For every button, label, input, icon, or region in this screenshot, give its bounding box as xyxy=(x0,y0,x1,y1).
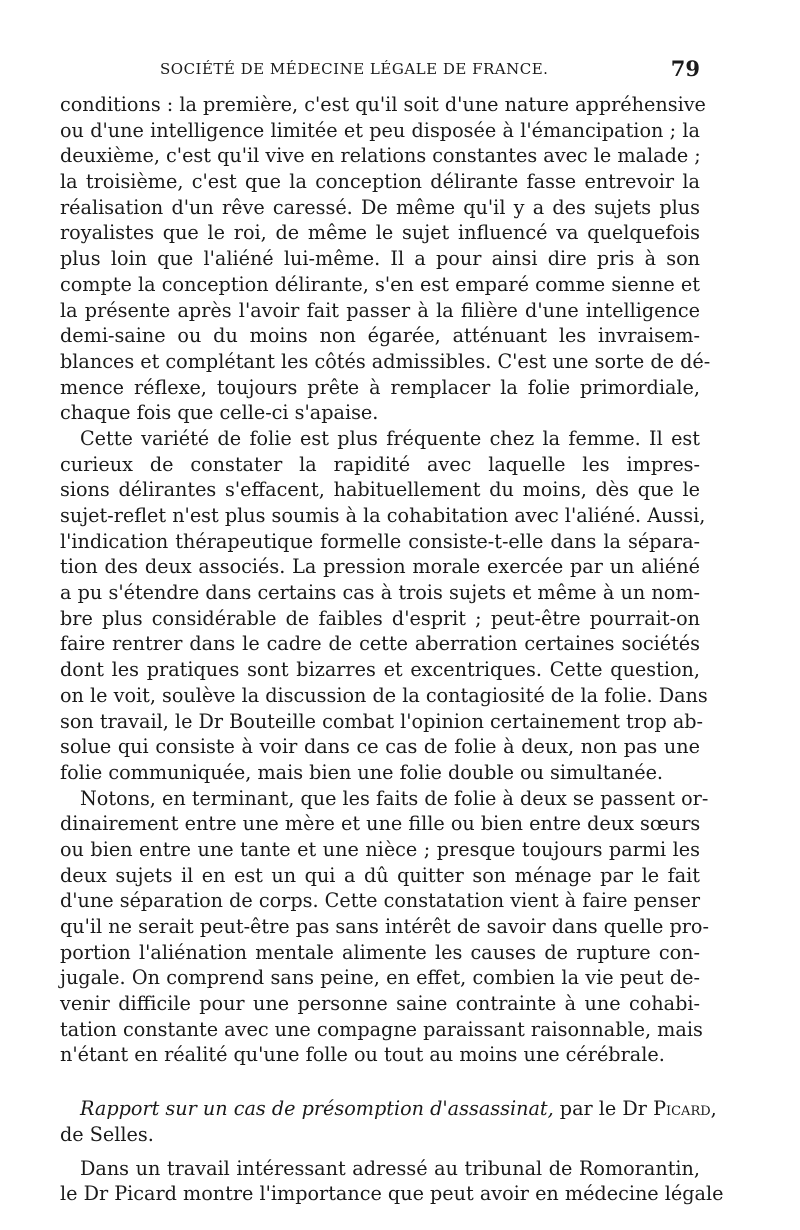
text-line: Dans un travail intéressant adressé au tribunal de Romorantin, xyxy=(80,1156,700,1180)
paragraph-2 xyxy=(60,426,708,786)
report-heading xyxy=(60,1096,717,1147)
text-line: son travail, le Dr Bouteille combat l'opinion certainement trop ab- xyxy=(60,709,704,733)
text-line: mence réflexe, toujours prête à remplacer la folie primordiale, xyxy=(60,375,700,399)
text-line: qu'il ne serait peut-être pas sans intérêt de savoir dans quelle pro- xyxy=(60,915,709,938)
report-author: Picard, xyxy=(653,1097,717,1121)
text-line: solue qui consiste à voir dans ce cas de folie à deux, non pas une xyxy=(60,735,700,759)
text-line: blances et complétant les côtés admissibles. C'est une sorte de dé- xyxy=(60,349,711,373)
text-line: dinairement entre une mère et une fille ou bien entre deux sœurs xyxy=(60,812,701,836)
section-gap xyxy=(60,1068,700,1096)
running-head xyxy=(60,56,700,86)
report-by: par le Dr xyxy=(553,1097,647,1121)
text-line: la présente après l'avoir fait passer à la filière d'une intelligence xyxy=(60,298,700,322)
text-line: Notons, en terminant, que les faits de folie à deux se passent or- xyxy=(80,786,709,810)
report-location: de Selles. xyxy=(60,1122,154,1146)
text-line: demi-saine ou du moins non égarée, atténuant les invraisem- xyxy=(60,324,700,348)
text-line: tion des deux associés. La pression morale exercée par un aliéné xyxy=(60,555,700,579)
text-line: l'indication thérapeutique formelle consiste-t-elle dans la sépara- xyxy=(60,529,700,553)
text-line: réalisation d'un rêve caressé. De même qu'il y a des sujets plus xyxy=(60,195,700,219)
text-line: a pu s'étendre dans certains cas à trois sujets et même à un nom- xyxy=(60,581,700,605)
text-line: n'étant en réalité qu'une folle ou tout au moins une cérébrale. xyxy=(60,1043,665,1067)
text-line: la troisième, c'est que la conception délirante fasse entrevoir la xyxy=(60,170,700,194)
text-line: jugale. On comprend sans peine, en effet, combien la vie peut de- xyxy=(60,966,700,990)
text-line: Cette variété de folie est plus fréquente chez la femme. Il est xyxy=(80,426,700,450)
text-line: portion l'aliénation mentale alimente les causes de rupture con- xyxy=(60,940,700,964)
paragraph-1 xyxy=(60,92,711,426)
text-line: dont les pratiques sont bizarres et excentriques. Cette question, xyxy=(60,658,700,682)
page-number: 79 xyxy=(670,56,700,81)
text-line: bre plus considérable de faibles d'esprit ; peut-être pourrait-on xyxy=(60,606,700,630)
report-title: Rapport sur un cas de présomption d'assassinat, xyxy=(80,1097,554,1121)
text-line: compte la conception délirante, s'en est emparé comme sienne et xyxy=(60,272,700,296)
text-line: plus loin que l'aliéné lui-même. Il a pour ainsi dire pris à son xyxy=(60,247,700,271)
text-line: d'une séparation de corps. Cette constatation vient à faire penser xyxy=(60,889,700,913)
text-line: folie communiquée, mais bien une folie double ou simultanée. xyxy=(60,760,664,784)
text-line: chaque fois que celle-ci s'apaise. xyxy=(60,401,379,425)
text-line: faire rentrer dans le cadre de cette aberration certaines sociétés xyxy=(60,632,700,656)
text-line: deuxième, c'est qu'il vive en relations constantes avec le malade ; xyxy=(60,144,701,168)
text-line: deux sujets il en est un qui a dû quitter son ménage par le fait xyxy=(60,863,700,887)
text-line: ou bien entre une tante et une nièce ; presque toujours parmi les xyxy=(60,837,700,861)
text-line: ou d'une intelligence limitée et peu disposée à l'émancipation ; la xyxy=(60,118,700,142)
text-line: le Dr Picard montre l'importance que peut avoir en médecine légale xyxy=(60,1182,724,1206)
report-title-line xyxy=(60,1096,717,1122)
text-line: venir difficile pour une personne saine contrainte à une cohabi- xyxy=(60,992,700,1016)
text-line: on le voit, soulève la discussion de la contagiosité de la folie. Dans xyxy=(60,683,708,707)
text-line: royalistes que le roi, de même le sujet influencé va quelquefois xyxy=(60,221,700,245)
text-line: curieux de constater la rapidité avec laquelle les impres- xyxy=(60,452,700,476)
paragraph-gap xyxy=(60,1148,700,1156)
running-title: SOCIÉTÉ DE MÉDECINE LÉGALE DE FRANCE. xyxy=(160,60,549,78)
text-line: conditions : la première, c'est qu'il soit d'une nature appréhensive xyxy=(60,93,706,116)
text-line: sions délirantes s'effacent, habituellement du moins, dès que le xyxy=(60,478,700,502)
paragraph-4 xyxy=(60,1156,724,1207)
body-text xyxy=(60,92,724,1207)
text-line: sujet-reflet n'est plus soumis à la cohabitation avec l'aliéné. Aussi, xyxy=(60,504,706,527)
text-line: tation constante avec une compagne paraissant raisonnable, mais xyxy=(60,1017,703,1041)
paragraph-3 xyxy=(60,786,709,1069)
